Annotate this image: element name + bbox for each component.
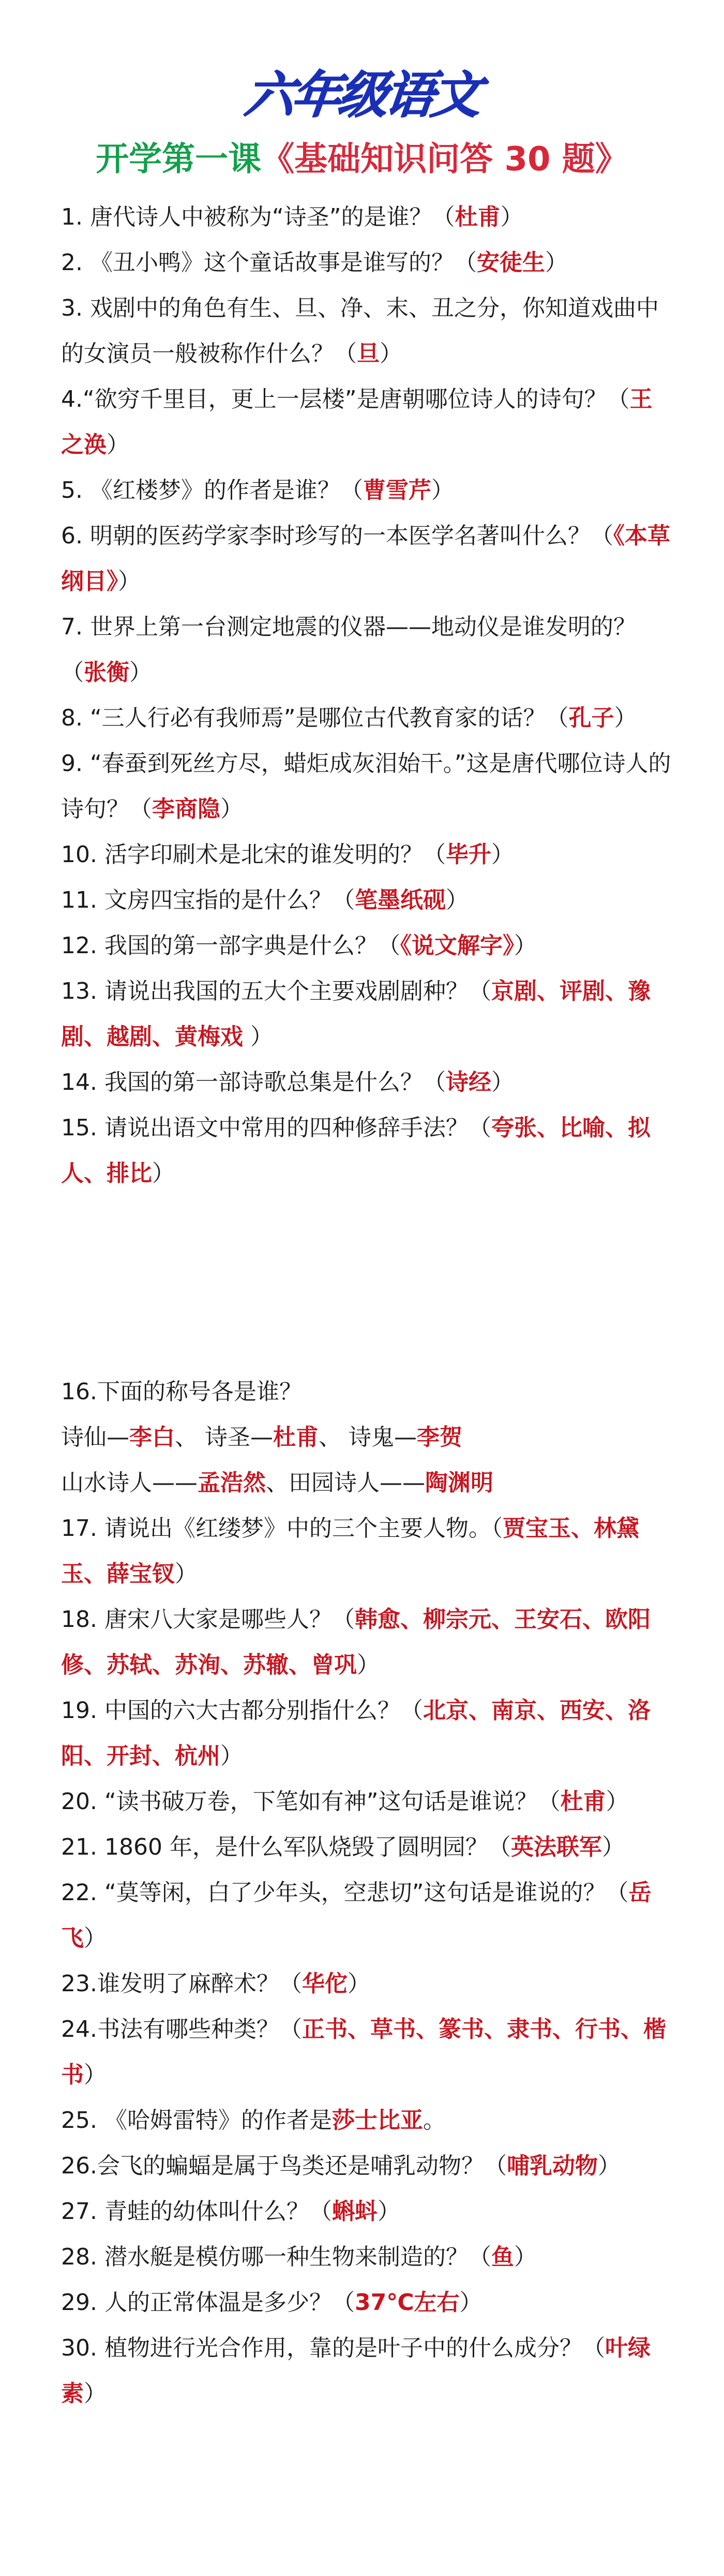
answer: 莎士比亚 — [331, 2107, 423, 2134]
answer: 北京、南京、西安、洛阳、开封、杭州 — [61, 1697, 651, 1769]
answer: 正书、草书、篆书、隶书、行书、楷书 — [61, 2016, 666, 2088]
question-item: 2. 《丑小鸭》这个童话故事是谁写的？（安徒生） — [61, 249, 568, 276]
answer: 京剧、评剧、豫剧、越剧、黄梅戏 — [61, 978, 651, 1050]
question-item: 20. “读书破万卷，下笔如有神”这句话是谁说？（杜甫） — [61, 1788, 629, 1815]
question-list-part-1 — [61, 195, 671, 1196]
question-item: 1. 唐代诗人中被称为“诗圣”的是谁？（杜甫） — [61, 204, 523, 230]
question-16-line-1: 诗仙—李白、 诗圣—杜甫、 诗鬼—李贺 — [61, 1424, 462, 1450]
question-item: 12. 我国的第一部字典是什么？（《说文解字》） — [61, 932, 537, 959]
question-item: 3. 戏剧中的角色有生、旦、净、末、丑之分，你知道戏曲中的女演员一般被称作什么？（旦） — [61, 295, 659, 367]
question-item: 6. 明朝的医药学家李时珍写的一本医学名著叫什么？（《本草纲目》） — [61, 523, 670, 595]
question-item: 25. 《哈姆雷特》的作者是莎士比亚。 — [61, 2107, 446, 2134]
answer: 孟浩然 — [198, 1470, 266, 1496]
question-item: 5. 《红楼梦》的作者是谁？（曹雪芹） — [61, 477, 454, 504]
question-item: 30. 植物进行光合作用，靠的是叶子中的什么成分？（叶绿素） — [61, 2335, 651, 2407]
question-item: 14. 我国的第一部诗歌总集是什么？（诗经） — [61, 1069, 514, 1095]
question-item: 27. 青蛙的幼体叫什么？（蝌蚪） — [61, 2198, 400, 2225]
answer: 英法联军 — [510, 1834, 602, 1860]
answer: 杜甫 — [455, 204, 501, 230]
answer: 蝌蚪 — [331, 2198, 378, 2225]
question-item: 28. 潜水艇是模仿哪一种生物来制造的？（鱼） — [61, 2244, 537, 2270]
question-item: 8. “三人行必有我师焉”是哪位古代教育家的话？（孔子） — [61, 705, 637, 731]
page-title — [0, 139, 724, 180]
question-item: 13. 请说出我国的五大个主要戏剧剧种？（京剧、评剧、豫剧、越剧、黄梅戏 ） — [61, 978, 651, 1050]
answer: 杜甫 — [560, 1788, 606, 1815]
question-16-heading: 16.下面的称号各是谁？ — [61, 1379, 302, 1405]
answer: 杜甫 — [273, 1424, 319, 1450]
answer: 《说文解字》 — [400, 932, 514, 959]
question-item: 15. 请说出语文中常用的四种修辞手法？（夸张、比喻、拟人、排比） — [61, 1115, 651, 1187]
question-item: 19. 中国的六大古都分别指什么？（北京、南京、西安、洛阳、开封、杭州） — [61, 1697, 651, 1769]
answer: 鱼 — [491, 2244, 514, 2270]
answer: 孔子 — [568, 705, 614, 731]
answer: 张衡 — [84, 659, 129, 686]
answer: 安徒生 — [476, 249, 545, 276]
answer: 王之涣 — [61, 386, 653, 458]
answer: 毕升 — [445, 841, 491, 868]
question-item: 26.会飞的蝙蝠是属于鸟类还是哺乳动物？（哺乳动物） — [61, 2153, 621, 2179]
question-item: 22. “莫等闲，白了少年头，空悲切”这句话是谁说的？（岳飞） — [61, 1879, 652, 1951]
answer: 李贺 — [417, 1424, 462, 1450]
question-item: 21. 1860 年，是什么军队烧毁了圆明园？（英法联军） — [61, 1834, 625, 1860]
answer: 贾宝玉、林黛玉、薛宝钗 — [61, 1515, 639, 1587]
question-item: 7. 世界上第一台测定地震的仪器——地动仪是谁发明的？（张衡） — [61, 614, 636, 686]
question-item: 17. 请说出《红缕梦》中的三个主要人物。（贾宝玉、林黛玉、薛宝钗） — [61, 1515, 639, 1587]
question-item: 23.谁发明了麻醉术？（华佗） — [61, 1971, 370, 1997]
question-item: 10. 活字印刷术是北宋的谁发明的？（毕升） — [61, 841, 514, 868]
answer: 李商隐 — [152, 796, 220, 822]
title-lesson: 开学第一课 — [96, 140, 262, 179]
answer: 夸张、比喻、拟人、排比 — [61, 1115, 651, 1187]
question-item: 11. 文房四宝指的是什么？（笔墨纸砚） — [61, 887, 469, 913]
question-item: 24.书法有哪些种类？（正书、草书、篆书、隶书、行书、楷书） — [61, 2016, 666, 2088]
answer: 旦 — [357, 340, 380, 367]
answer: 《本草纲目》 — [61, 523, 670, 595]
answer: 韩愈、柳宗元、王安石、欧阳修、苏轼、苏洵、苏辙、曾巩 — [61, 1606, 651, 1678]
grade-logo: 六年级语文 — [242, 66, 481, 124]
answer: 李白 — [129, 1424, 175, 1450]
question-item: 29. 人的正常体温是多少？（37℃左右） — [61, 2289, 482, 2316]
question-item: 9. “春蚕到死丝方尽，蜡炬成灰泪始干。”这是唐代哪位诗人的诗句？（李商隐） — [61, 750, 671, 822]
answer: 37℃左右 — [354, 2289, 460, 2316]
question-item: 18. 唐宋八大家是哪些人？（韩愈、柳宗元、王安石、欧阳修、苏轼、苏洵、苏辙、曾巩） — [61, 1606, 651, 1678]
answer: 曹雪芹 — [363, 477, 431, 504]
question-item: 4.“欲穷千里目，更上一层楼”是唐朝哪位诗人的诗句？（王之涣） — [61, 386, 653, 458]
question-16-line-2: 山水诗人——孟浩然、田园诗人——陶渊明 — [61, 1470, 493, 1496]
title-subtitle: 《基础知识问答 30 题》 — [261, 140, 628, 179]
answer: 华佗 — [301, 1971, 348, 1997]
answer: 叶绿素 — [61, 2335, 651, 2407]
answer: 陶渊明 — [425, 1470, 493, 1496]
answer: 哺乳动物 — [506, 2153, 598, 2179]
answer: 岳飞 — [61, 1879, 652, 1951]
question-list-part-2 — [61, 1369, 671, 2417]
answer: 笔墨纸砚 — [354, 887, 446, 913]
answer: 诗经 — [445, 1069, 491, 1095]
